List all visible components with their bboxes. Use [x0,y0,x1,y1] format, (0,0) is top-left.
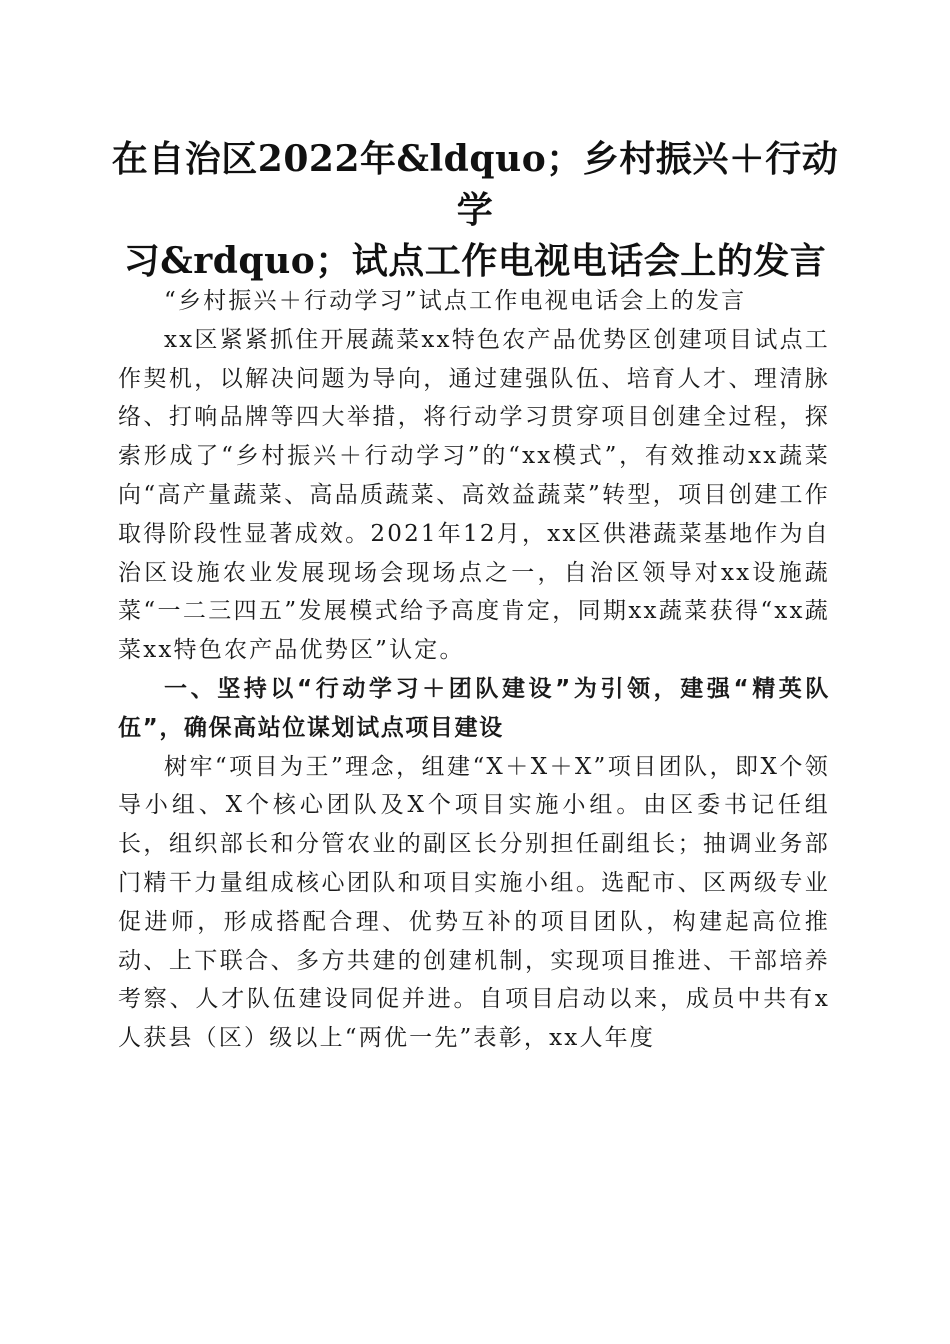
section-heading-1: 一、坚持以“行动学习＋团队建设”为引领，建强“精英队伍”，确保高站位谋划试点项目建设 [118,675,830,741]
intro-paragraph: xx区紧紧抓住开展蔬菜xx特色农产品优势区创建项目试点工作契机，以解决问题为导向，通过建强队伍、培育人才、理清脉络、打响品牌等四大举措，将行动学习贯穿项目创建全过程，探索形成了“乡村振兴＋行动学习”的“xx模式”，有效推动xx蔬菜向“高产量蔬菜、高品质蔬菜、高效益蔬菜”转型，项目创建工作取得阶段性显著成效。2021年12月，xx区供港蔬菜基地作为自治区设施农业发展现场会现场点之一，自治区领导对xx设施蔬菜“一二三四五”发展模式给予高度肯定，同期xx蔬菜获得“xx蔬菜xx特色农产品优势区”认定。 [118,326,830,664]
section-1-paragraph: 树牢“项目为王”理念，组建“X＋X＋X”项目团队，即X个领导小组、X个核心团队及X个项目实施小组。由区委书记任组长，组织部长和分管农业的副区长分别担任副组长；抽调业务部门精干力量组成核心团队和项目实施小组。选配市、区两级专业促进师，形成搭配合理、优势互补的项目团队，构建起高位推动、上下联合、多方共建的创建机制，实现项目推进、干部培养考察、人才队伍建设同促并进。自项目启动以来，成员中共有x人获县（区）级以上“两优一先”表彰，xx人年度 [118,753,830,1052]
title-line-1: 在自治区2022年&ldquo；乡村振兴＋行动学 [111,138,839,231]
subtitle-paragraph: “乡村振兴＋行动学习”试点工作电视电话会上的发言 [164,288,747,314]
document-body [118,282,830,1058]
title-line-2: 习&rdquo；试点工作电视电话会上的发言 [123,240,827,282]
document-title [110,134,840,287]
